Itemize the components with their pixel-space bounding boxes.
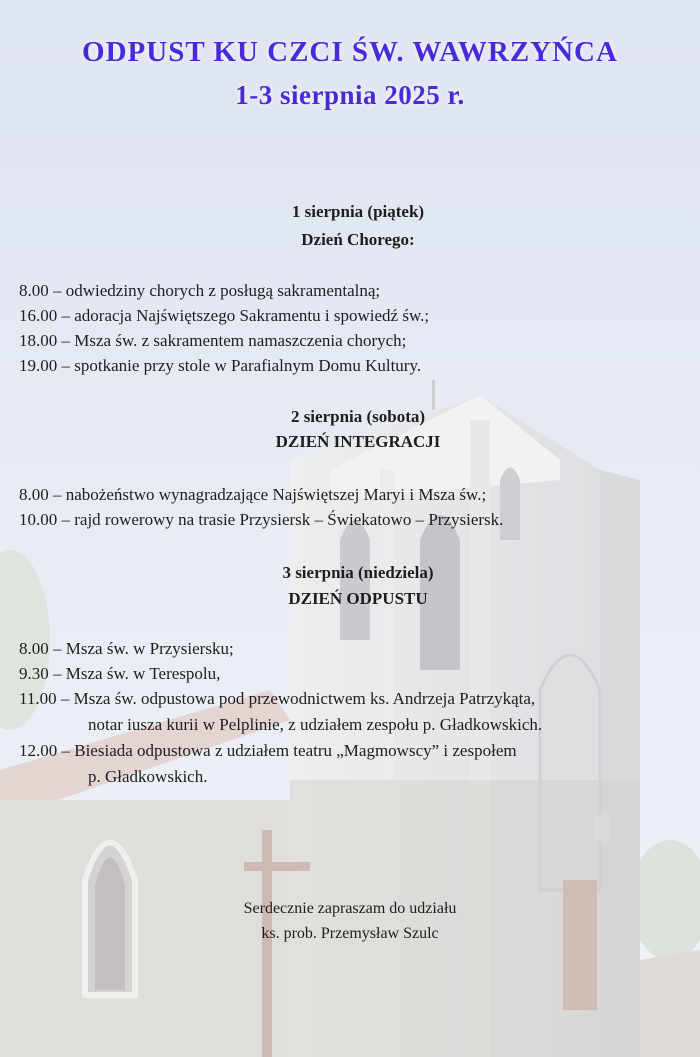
invitation-text: Serdecznie zapraszam do udziału [243, 900, 457, 917]
day3-item-3-continued: notar iusza kurii w Pelplinie, z udziałem zespołu p. Gładkowskich. [88, 715, 543, 734]
day1-date: 1 sierpnia (piątek) [291, 202, 425, 221]
event-title: ODPUST KU CZCI ŚW. WAWRZYŃCA [82, 36, 618, 68]
day1-item-2: 16.00 – adoracja Najświętszego Sakramentu i spowiedź św.; [19, 306, 430, 325]
day3-item-1: 8.00 – Msza św. w Przysiersku; [19, 639, 234, 658]
event-dates: 1-3 sierpnia 2025 r. [235, 80, 465, 110]
day1-name: Dzień Chorego: [301, 230, 415, 249]
day1-item-4: 19.00 – spotkanie przy stole w Parafialnym Domu Kultury. [19, 356, 422, 375]
day1-item-3: 18.00 – Msza św. z sakramentem namaszczenia chorych; [19, 331, 407, 350]
day3-item-4-continued: p. Gładkowskich. [88, 767, 208, 786]
day3-name: DZIEŃ ODPUSTU [288, 589, 428, 608]
day3-item-2: 9.30 – Msza św. w Terespolu, [19, 664, 221, 683]
day2-date: 2 sierpnia (sobota) [290, 407, 426, 426]
day2-name: DZIEŃ INTEGRACJI [275, 432, 441, 451]
day3-item-3: 11.00 – Msza św. odpustowa pod przewodnictwem ks. Andrzeja Patrzykąta, [19, 689, 536, 708]
day1-item-1: 8.00 – odwiedziny chorych z posługą sakramentalną; [19, 281, 381, 300]
day3-item-4: 12.00 – Biesiada odpustowa z udziałem teatru „Magmowscy” i zespołem [19, 741, 517, 760]
pastor-signature: ks. prob. Przemysław Szulc [261, 925, 439, 942]
day2-item-2: 10.00 – rajd rowerowy na trasie Przysiersk – Świekatowo – Przysiersk. [19, 510, 504, 529]
day3-date: 3 sierpnia (niedziela) [282, 563, 434, 582]
day2-item-1: 8.00 – nabożeństwo wynagradzające Najświętszej Maryi i Msza św.; [19, 485, 487, 504]
